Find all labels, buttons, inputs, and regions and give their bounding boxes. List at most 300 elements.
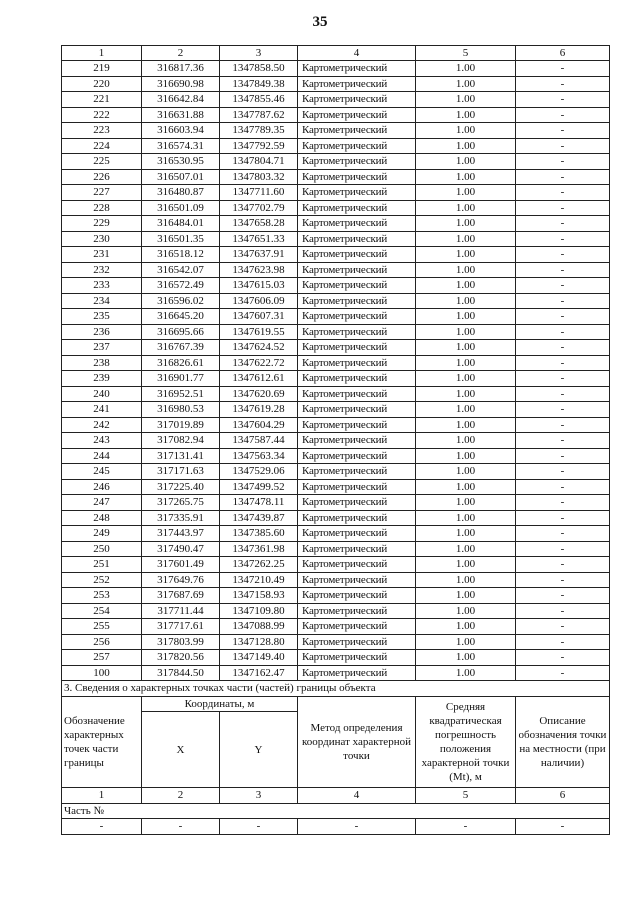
column-number: 4 [298,788,416,804]
section3-title-row [62,681,610,697]
method-cell: Картометрический [298,309,416,325]
description-cell: - [516,557,610,573]
accuracy-cell: 1.00 [416,293,516,309]
point-number-cell: 235 [62,309,142,325]
accuracy-cell: 1.00 [416,169,516,185]
description-cell: - [516,185,610,201]
accuracy-cell: 1.00 [416,557,516,573]
method-cell: Картометрический [298,510,416,526]
accuracy-cell: 1.00 [416,61,516,77]
table-row [62,169,610,185]
method-cell: Картометрический [298,61,416,77]
accuracy-cell: 1.00 [416,603,516,619]
description-cell: - [516,138,610,154]
coord-y-cell: 1347789.35 [220,123,298,139]
column-number: 2 [142,46,220,61]
empty-cell: - [298,819,416,835]
method-cell: Картометрический [298,402,416,418]
description-cell: - [516,169,610,185]
point-number-cell: 222 [62,107,142,123]
table-row [62,185,610,201]
method-cell: Картометрический [298,76,416,92]
coord-x-cell: 316542.07 [142,262,220,278]
table-row [62,541,610,557]
method-cell: Картометрический [298,603,416,619]
method-cell: Картометрический [298,650,416,666]
table-row [62,510,610,526]
method-cell: Картометрический [298,138,416,154]
point-number-cell: 240 [62,386,142,402]
empty-cell: - [142,819,220,835]
accuracy-header: Средняя квадратическая погрешность положения характерной точки (Mt), м [416,696,516,788]
coord-x-cell: 317131.41 [142,448,220,464]
accuracy-cell: 1.00 [416,355,516,371]
coord-y-cell: 1347620.69 [220,386,298,402]
point-number-cell: 225 [62,154,142,170]
coord-y-cell: 1347702.79 [220,200,298,216]
coord-y-cell: 1347787.62 [220,107,298,123]
point-number-cell: 223 [62,123,142,139]
accuracy-cell: 1.00 [416,138,516,154]
description-cell: - [516,355,610,371]
table-row [62,402,610,418]
description-header: Описание обозначения точки на местности (при наличии) [516,696,610,788]
description-cell: - [516,386,610,402]
table-row [62,588,610,604]
description-cell: - [516,619,610,635]
table-row [62,572,610,588]
accuracy-cell: 1.00 [416,247,516,263]
coord-y-cell: 1347623.98 [220,262,298,278]
table-row [62,386,610,402]
column-number: 3 [220,46,298,61]
accuracy-cell: 1.00 [416,650,516,666]
table-row [62,495,610,511]
point-number-cell: 233 [62,278,142,294]
empty-cell: - [220,819,298,835]
description-cell: - [516,371,610,387]
description-cell: - [516,572,610,588]
column-number: 5 [416,46,516,61]
coord-x-cell: 317335.91 [142,510,220,526]
coord-x-cell: 316826.61 [142,355,220,371]
coord-x-cell: 316480.87 [142,185,220,201]
point-number-cell: 257 [62,650,142,666]
point-number-cell: 254 [62,603,142,619]
coord-y-cell: 1347439.87 [220,510,298,526]
column-number: 6 [516,788,610,804]
table-row [62,650,610,666]
point-number-cell: 239 [62,371,142,387]
method-cell: Картометрический [298,479,416,495]
table-row [62,262,610,278]
description-cell: - [516,634,610,650]
coord-y-cell: 1347162.47 [220,665,298,681]
coord-x-cell: 316596.02 [142,293,220,309]
coord-x-cell: 316603.94 [142,123,220,139]
point-number-cell: 242 [62,417,142,433]
coord-y-cell: 1347792.59 [220,138,298,154]
method-cell: Картометрический [298,665,416,681]
method-cell: Картометрический [298,588,416,604]
accuracy-cell: 1.00 [416,278,516,294]
section3-column-number-row [62,788,610,804]
description-cell: - [516,541,610,557]
point-number-cell: 236 [62,324,142,340]
coord-y-cell: 1347128.80 [220,634,298,650]
description-cell: - [516,231,610,247]
coord-x-cell: 317803.99 [142,634,220,650]
table-row [62,603,610,619]
description-cell: - [516,603,610,619]
description-cell: - [516,324,610,340]
accuracy-cell: 1.00 [416,386,516,402]
coord-x-cell: 316642.84 [142,92,220,108]
method-cell: Картометрический [298,386,416,402]
accuracy-cell: 1.00 [416,634,516,650]
point-number-cell: 250 [62,541,142,557]
description-cell: - [516,650,610,666]
coord-y-cell: 1347615.03 [220,278,298,294]
coord-x-cell: 316484.01 [142,216,220,232]
description-cell: - [516,216,610,232]
description-cell: - [516,123,610,139]
table-row [62,309,610,325]
coord-y-cell: 1347858.50 [220,61,298,77]
method-cell: Картометрический [298,185,416,201]
point-number-cell: 246 [62,479,142,495]
point-number-cell: 219 [62,61,142,77]
coord-y-cell: 1347619.28 [220,402,298,418]
point-number-cell: 238 [62,355,142,371]
column-number: 6 [516,46,610,61]
coord-x-cell: 317711.44 [142,603,220,619]
accuracy-cell: 1.00 [416,510,516,526]
method-cell: Картометрический [298,200,416,216]
table-row [62,200,610,216]
coord-y-cell: 1347619.55 [220,324,298,340]
description-cell: - [516,526,610,542]
table-row [62,619,610,635]
table-row [62,557,610,573]
point-number-cell: 244 [62,448,142,464]
empty-cell: - [62,819,142,835]
description-cell: - [516,262,610,278]
accuracy-cell: 1.00 [416,448,516,464]
coord-y-cell: 1347803.32 [220,169,298,185]
coord-y-cell: 1347711.60 [220,185,298,201]
coord-x-cell: 316501.09 [142,200,220,216]
accuracy-cell: 1.00 [416,309,516,325]
table-row [62,216,610,232]
description-cell: - [516,417,610,433]
coord-y-cell: 1347804.71 [220,154,298,170]
method-cell: Картометрический [298,371,416,387]
coord-x-cell: 316530.95 [142,154,220,170]
coord-y-cell: 1347262.25 [220,557,298,573]
point-number-cell: 247 [62,495,142,511]
coord-y-cell: 1347624.52 [220,340,298,356]
method-cell: Картометрический [298,619,416,635]
column-number: 2 [142,788,220,804]
table-row [62,247,610,263]
method-cell: Картометрический [298,340,416,356]
coord-x-cell: 316518.12 [142,247,220,263]
point-number-cell: 251 [62,557,142,573]
accuracy-cell: 1.00 [416,665,516,681]
table-row [62,526,610,542]
coord-y-cell: 1347622.72 [220,355,298,371]
point-number-cell: 100 [62,665,142,681]
point-number-cell: 227 [62,185,142,201]
table-row [62,278,610,294]
table-row [62,76,610,92]
method-cell: Картометрический [298,355,416,371]
table-row [62,293,610,309]
method-cell: Картометрический [298,247,416,263]
coord-x-cell: 316952.51 [142,386,220,402]
coord-x-cell: 317649.76 [142,572,220,588]
accuracy-cell: 1.00 [416,324,516,340]
point-number-cell: 249 [62,526,142,542]
column-number: 5 [416,788,516,804]
description-cell: - [516,479,610,495]
point-number-cell: 255 [62,619,142,635]
accuracy-cell: 1.00 [416,154,516,170]
coord-y-cell: 1347606.09 [220,293,298,309]
column-number: 4 [298,46,416,61]
column-number: 1 [62,788,142,804]
accuracy-cell: 1.00 [416,340,516,356]
accuracy-cell: 1.00 [416,588,516,604]
table-row [62,479,610,495]
table-row [62,231,610,247]
coord-y-cell: 1347210.49 [220,572,298,588]
accuracy-cell: 1.00 [416,433,516,449]
accuracy-cell: 1.00 [416,200,516,216]
coord-x-cell: 317265.75 [142,495,220,511]
description-cell: - [516,588,610,604]
coord-y-cell: 1347088.99 [220,619,298,635]
point-number-cell: 241 [62,402,142,418]
table-row [62,107,610,123]
coords-header: Координаты, м [142,696,298,712]
point-number-cell: 234 [62,293,142,309]
coord-y-cell: 1347849.38 [220,76,298,92]
coord-x-cell: 316645.20 [142,309,220,325]
table-row [62,154,610,170]
point-number-cell: 245 [62,464,142,480]
part-label-row [62,803,610,819]
accuracy-cell: 1.00 [416,371,516,387]
method-cell: Картометрический [298,293,416,309]
method-cell: Картометрический [298,216,416,232]
table-row [62,92,610,108]
coord-y-cell: 1347658.28 [220,216,298,232]
table-row [62,355,610,371]
point-number-cell: 221 [62,92,142,108]
description-cell: - [516,665,610,681]
description-cell: - [516,278,610,294]
description-cell: - [516,433,610,449]
coord-x-cell: 317225.40 [142,479,220,495]
method-cell: Картометрический [298,541,416,557]
coord-y-cell: 1347607.31 [220,309,298,325]
accuracy-cell: 1.00 [416,123,516,139]
description-cell: - [516,448,610,464]
description-cell: - [516,92,610,108]
coord-x-cell: 317601.49 [142,557,220,573]
coord-y-cell: 1347478.11 [220,495,298,511]
method-cell: Картометрический [298,572,416,588]
column-number-row [62,46,610,61]
accuracy-cell: 1.00 [416,572,516,588]
table-row [62,324,610,340]
coord-x-cell: 316767.39 [142,340,220,356]
method-cell: Картометрический [298,526,416,542]
point-number-cell: 231 [62,247,142,263]
coord-x-cell: 316901.77 [142,371,220,387]
coord-y-cell: 1347612.61 [220,371,298,387]
coord-x-cell: 317171.63 [142,464,220,480]
table-row [62,448,610,464]
y-header: Y [220,712,298,788]
method-cell: Картометрический [298,231,416,247]
point-number-cell: 232 [62,262,142,278]
accuracy-cell: 1.00 [416,216,516,232]
method-cell: Картометрический [298,278,416,294]
coord-y-cell: 1347563.34 [220,448,298,464]
boundary-points-table [61,45,610,835]
accuracy-cell: 1.00 [416,619,516,635]
table-row [62,340,610,356]
accuracy-cell: 1.00 [416,402,516,418]
description-cell: - [516,495,610,511]
table-row [62,61,610,77]
table-row [62,464,610,480]
description-cell: - [516,200,610,216]
method-cell: Картометрический [298,634,416,650]
x-header: X [142,712,220,788]
description-cell: - [516,402,610,418]
coord-y-cell: 1347499.52 [220,479,298,495]
method-cell: Картометрический [298,495,416,511]
point-number-cell: 237 [62,340,142,356]
method-cell: Картометрический [298,433,416,449]
accuracy-cell: 1.00 [416,76,516,92]
coord-y-cell: 1347158.93 [220,588,298,604]
section3-header-row [62,696,610,712]
coord-y-cell: 1347855.46 [220,92,298,108]
accuracy-cell: 1.00 [416,479,516,495]
accuracy-cell: 1.00 [416,464,516,480]
method-cell: Картометрический [298,107,416,123]
accuracy-cell: 1.00 [416,262,516,278]
coord-x-cell: 317687.69 [142,588,220,604]
accuracy-cell: 1.00 [416,541,516,557]
coord-x-cell: 317717.61 [142,619,220,635]
table-row [62,138,610,154]
coord-y-cell: 1347587.44 [220,433,298,449]
coord-x-cell: 317490.47 [142,541,220,557]
point-number-cell: 252 [62,572,142,588]
coord-x-cell: 316631.88 [142,107,220,123]
coord-x-cell: 317844.50 [142,665,220,681]
method-cell: Картометрический [298,324,416,340]
description-cell: - [516,464,610,480]
accuracy-cell: 1.00 [416,417,516,433]
accuracy-cell: 1.00 [416,107,516,123]
description-cell: - [516,293,610,309]
empty-cell: - [416,819,516,835]
method-header: Метод определения координат характерной точки [298,696,416,788]
coord-y-cell: 1347651.33 [220,231,298,247]
designation-header: Обозначение характерных точек части границы [62,696,142,788]
coord-y-cell: 1347361.98 [220,541,298,557]
method-cell: Картометрический [298,154,416,170]
point-number-cell: 243 [62,433,142,449]
description-cell: - [516,309,610,325]
method-cell: Картометрический [298,557,416,573]
coord-y-cell: 1347149.40 [220,650,298,666]
coord-x-cell: 316574.31 [142,138,220,154]
method-cell: Картометрический [298,464,416,480]
empty-row [62,819,610,835]
description-cell: - [516,340,610,356]
coord-y-cell: 1347637.91 [220,247,298,263]
method-cell: Картометрический [298,448,416,464]
coord-x-cell: 317443.97 [142,526,220,542]
coord-x-cell: 316817.36 [142,61,220,77]
coord-x-cell: 317082.94 [142,433,220,449]
table-row [62,123,610,139]
accuracy-cell: 1.00 [416,526,516,542]
column-number: 1 [62,46,142,61]
table-row [62,417,610,433]
description-cell: - [516,61,610,77]
point-number-cell: 253 [62,588,142,604]
coord-x-cell: 316690.98 [142,76,220,92]
point-number-cell: 248 [62,510,142,526]
accuracy-cell: 1.00 [416,231,516,247]
point-number-cell: 226 [62,169,142,185]
method-cell: Картометрический [298,92,416,108]
part-label: Часть № [62,803,610,819]
table-row [62,371,610,387]
description-cell: - [516,510,610,526]
description-cell: - [516,247,610,263]
table-row [62,433,610,449]
coord-y-cell: 1347109.80 [220,603,298,619]
point-number-cell: 256 [62,634,142,650]
coord-x-cell: 316695.66 [142,324,220,340]
point-number-cell: 228 [62,200,142,216]
point-number-cell: 229 [62,216,142,232]
coord-x-cell: 317820.56 [142,650,220,666]
method-cell: Картометрический [298,123,416,139]
coord-y-cell: 1347604.29 [220,417,298,433]
coord-y-cell: 1347385.60 [220,526,298,542]
coord-x-cell: 316980.53 [142,402,220,418]
column-number: 3 [220,788,298,804]
method-cell: Картометрический [298,262,416,278]
table-row [62,634,610,650]
table-row [62,665,610,681]
description-cell: - [516,76,610,92]
coord-x-cell: 316507.01 [142,169,220,185]
coord-x-cell: 316501.35 [142,231,220,247]
method-cell: Картометрический [298,417,416,433]
